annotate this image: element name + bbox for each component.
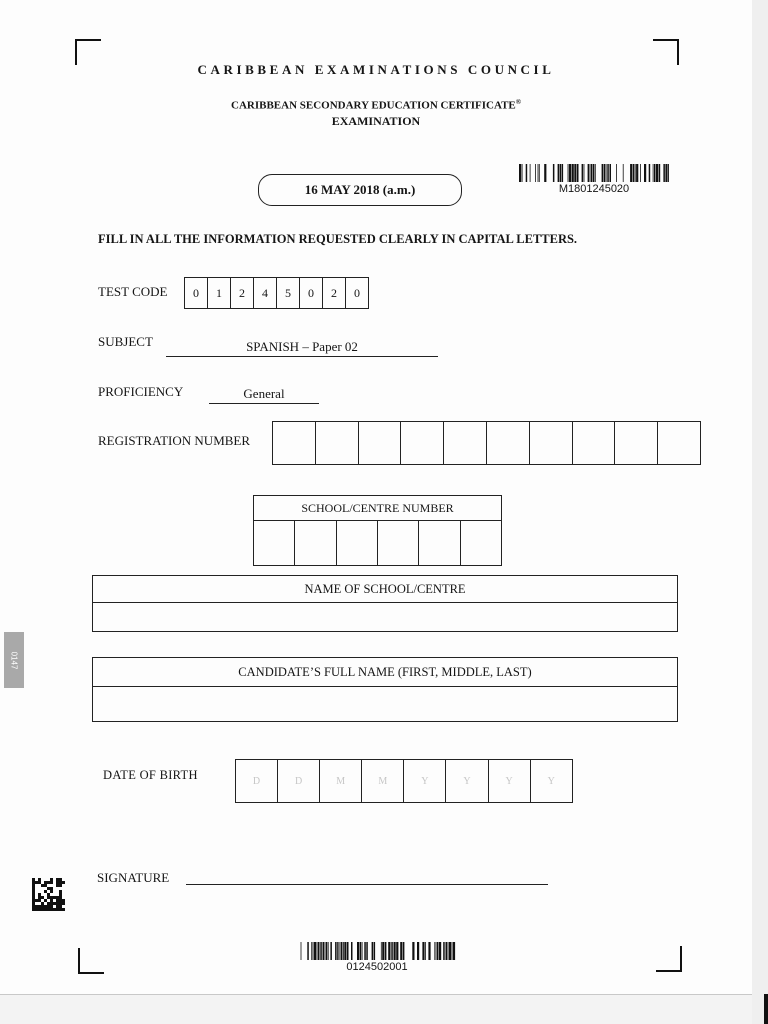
registration-number-boxes [273,421,701,465]
registration-number-label: REGISTRATION NUMBER [98,433,251,448]
exam-date-badge: 16 MAY 2018 (a.m.) [258,174,462,206]
examination-title: EXAMINATION [331,114,421,128]
side-tab-text: 0147 [9,651,19,669]
registration-number-cell[interactable] [315,421,359,465]
test-code-digit: 1 [207,277,231,309]
bottom-barcode [298,942,456,960]
test-code-label: TEST CODE [98,284,168,299]
school-centre-number-cell[interactable] [419,521,460,565]
registration-number-cell[interactable] [657,421,701,465]
test-code-digit: 2 [230,277,254,309]
crop-mark-bottom-left [78,948,104,974]
school-centre-name-field[interactable] [93,603,677,631]
date-of-birth-cell[interactable]: Y [403,759,446,803]
scan-edge-right [752,0,768,1024]
bottom-barcode-number: 0124502001 [346,961,408,973]
school-centre-number-cell[interactable] [337,521,378,565]
fill-instruction: FILL IN ALL THE INFORMATION REQUESTED CLEARLY IN CAPITAL LETTERS. [98,232,578,246]
test-code-digit: 0 [345,277,369,309]
subject-value: SPANISH – Paper 02 [166,339,438,357]
qr-code-icon [32,878,65,911]
test-code-digit: 5 [276,277,300,309]
signature-line[interactable] [186,884,548,885]
registration-number-cell[interactable] [443,421,487,465]
date-of-birth-cell[interactable]: Y [488,759,531,803]
proficiency-label: PROFICIENCY [98,384,184,399]
crop-mark-bottom-right [656,946,682,972]
registration-number-cell[interactable] [614,421,658,465]
council-name: CARIBBEAN EXAMINATIONS COUNCIL [197,62,555,77]
school-centre-name-label: NAME OF SCHOOL/CENTRE [93,576,677,603]
registration-number-cell[interactable] [358,421,402,465]
registration-number-cell[interactable] [400,421,444,465]
school-centre-number-cell[interactable] [461,521,501,565]
signature-label: SIGNATURE [97,870,170,885]
test-code-digit: 4 [253,277,277,309]
test-code-digit: 0 [184,277,208,309]
candidate-name-label: CANDIDATE’S FULL NAME (FIRST, MIDDLE, LAST) [93,658,677,687]
subject-label: SUBJECT [98,334,153,349]
date-of-birth-label: DATE OF BIRTH [103,768,198,782]
test-code-boxes [185,277,369,309]
date-of-birth-cell[interactable]: M [361,759,404,803]
date-of-birth-boxes [236,759,573,803]
top-barcode-number: M1801245020 [558,183,630,195]
school-centre-number-cell[interactable] [378,521,419,565]
school-centre-number-box [253,495,502,566]
school-centre-number-label: SCHOOL/CENTRE NUMBER [254,496,501,521]
date-of-birth-cell[interactable]: D [277,759,320,803]
registration-number-cell[interactable] [529,421,573,465]
scan-edge-bottom [0,995,752,1024]
registered-mark: ® [515,98,521,106]
certificate-title [0,98,752,112]
certificate-title-text: CARIBBEAN SECONDARY EDUCATION CERTIFICATE [231,99,516,112]
side-tab [4,632,24,688]
candidate-name-box [92,657,678,722]
date-of-birth-cell[interactable]: D [235,759,278,803]
date-of-birth-cell[interactable]: Y [445,759,488,803]
school-centre-number-cells [254,521,501,565]
date-of-birth-cell[interactable]: Y [530,759,573,803]
test-code-digit: 2 [322,277,346,309]
school-centre-number-cell[interactable] [254,521,295,565]
registration-number-cell[interactable] [486,421,530,465]
school-centre-name-box [92,575,678,632]
registration-number-cell[interactable] [272,421,316,465]
candidate-name-field[interactable] [93,687,677,721]
proficiency-value: General [209,386,319,404]
registration-number-cell[interactable] [572,421,616,465]
test-code-digit: 0 [299,277,323,309]
school-centre-number-cell[interactable] [295,521,336,565]
date-of-birth-cell[interactable]: M [319,759,362,803]
top-barcode [519,164,669,182]
